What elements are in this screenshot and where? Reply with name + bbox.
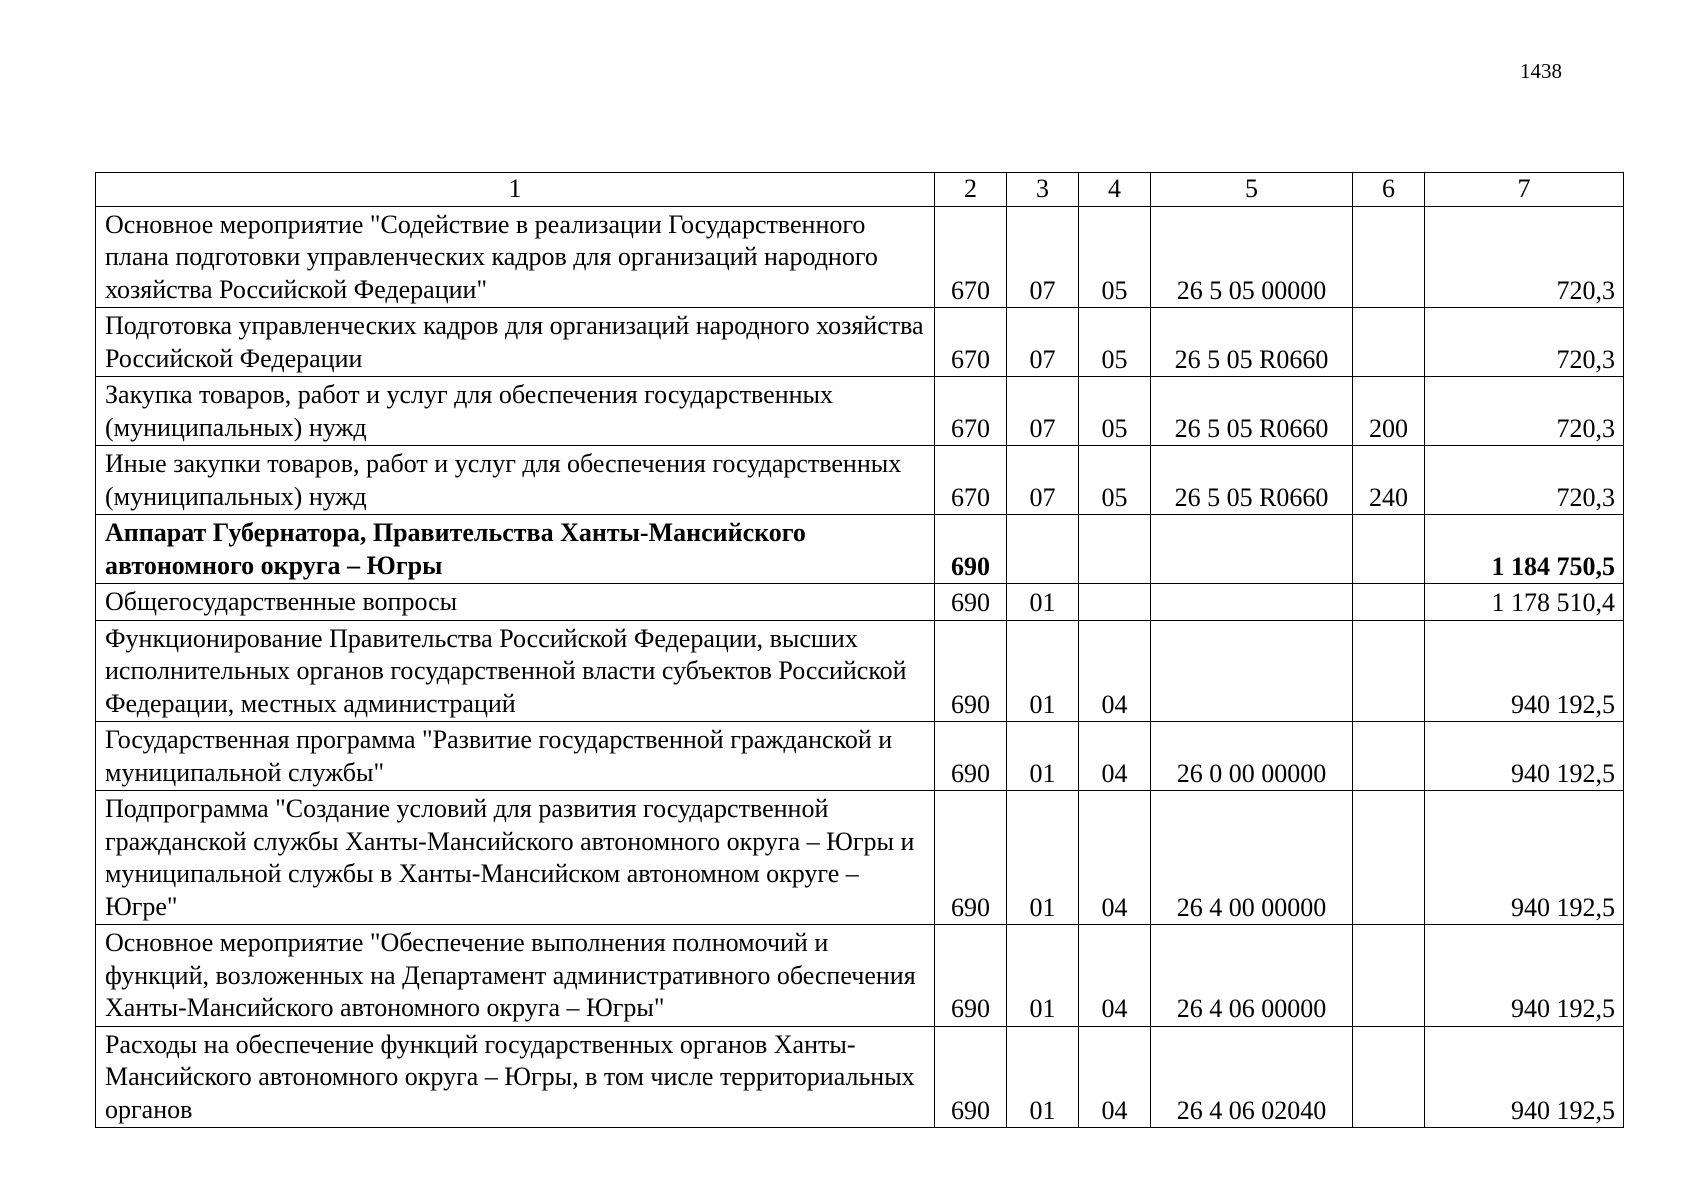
row-section-code: 01 (1007, 1026, 1079, 1128)
row-section-code: 01 (1007, 584, 1079, 621)
table-row (96, 377, 1624, 446)
row-section-code: 01 (1007, 620, 1079, 722)
row-description: Подготовка управленческих кадров для организаций народного хозяйства Российской Федерации (96, 308, 935, 377)
row-amount: 720,3 (1425, 206, 1624, 308)
row-target-article (1151, 515, 1353, 584)
row-description: Государственная программа "Развитие государственной гражданской и муниципальной службы" (96, 722, 935, 791)
row-target-article: 26 4 06 00000 (1151, 925, 1353, 1027)
row-expense-type (1353, 1026, 1425, 1128)
row-target-article: 26 4 00 00000 (1151, 791, 1353, 925)
row-subsection-code: 04 (1079, 925, 1151, 1027)
row-section-code: 01 (1007, 791, 1079, 925)
row-ministry-code: 690 (935, 722, 1007, 791)
row-expense-type: 200 (1353, 377, 1425, 446)
row-description: Закупка товаров, работ и услуг для обеспечения государственных (муниципальных) нужд (96, 377, 935, 446)
row-expense-type (1353, 925, 1425, 1027)
row-expense-type (1353, 722, 1425, 791)
table-row (96, 515, 1624, 584)
header-col-1: 1 (96, 173, 935, 207)
row-amount: 940 192,5 (1425, 1026, 1624, 1128)
row-subsection-code: 04 (1079, 620, 1151, 722)
page-number: 1438 (1520, 59, 1562, 83)
row-expense-type: 240 (1353, 446, 1425, 515)
row-ministry-code: 690 (935, 925, 1007, 1027)
row-amount: 940 192,5 (1425, 620, 1624, 722)
row-target-article: 26 5 05 R0660 (1151, 446, 1353, 515)
row-ministry-code: 690 (935, 791, 1007, 925)
header-col-3: 3 (1007, 173, 1079, 207)
header-col-7: 7 (1425, 173, 1624, 207)
row-expense-type (1353, 308, 1425, 377)
row-description: Основное мероприятие "Содействие в реализации Государственного плана подготовки управленческих кадров для организаций народного хозяйства Российской Федерации" (96, 206, 935, 308)
row-ministry-code: 670 (935, 308, 1007, 377)
table-header-row (96, 173, 1624, 207)
row-description: Основное мероприятие "Обеспечение выполнения полномочий и функций, возложенных на Департамент административного обеспечения Ханты-Мансийского автономного округа – Югры" (96, 925, 935, 1027)
row-target-article: 26 5 05 00000 (1151, 206, 1353, 308)
table-row (96, 584, 1624, 621)
table-row (96, 925, 1624, 1027)
row-section-code: 01 (1007, 925, 1079, 1027)
row-section-code: 07 (1007, 206, 1079, 308)
header-col-2: 2 (935, 173, 1007, 207)
row-description: Аппарат Губернатора, Правительства Ханты-Мансийского автономного округа – Югры (96, 515, 935, 584)
row-subsection-code: 04 (1079, 1026, 1151, 1128)
row-subsection-code: 05 (1079, 308, 1151, 377)
table-row (96, 308, 1624, 377)
table-row (96, 620, 1624, 722)
row-subsection-code: 05 (1079, 446, 1151, 515)
row-target-article (1151, 584, 1353, 621)
row-amount: 720,3 (1425, 308, 1624, 377)
table-row (96, 206, 1624, 308)
row-ministry-code: 670 (935, 446, 1007, 515)
row-amount: 940 192,5 (1425, 925, 1624, 1027)
row-amount: 720,3 (1425, 446, 1624, 515)
row-target-article: 26 4 06 02040 (1151, 1026, 1353, 1128)
table-row (96, 1026, 1624, 1128)
row-subsection-code (1079, 584, 1151, 621)
row-description: Расходы на обеспечение функций государственных органов Ханты-Мансийского автономного округа – Югры, в том числе территориальных органов (96, 1026, 935, 1128)
row-amount: 940 192,5 (1425, 791, 1624, 925)
row-section-code: 07 (1007, 377, 1079, 446)
row-section-code (1007, 515, 1079, 584)
row-target-article: 26 5 05 R0660 (1151, 377, 1353, 446)
row-ministry-code: 670 (935, 377, 1007, 446)
header-col-6: 6 (1353, 173, 1425, 207)
row-description: Подпрограмма "Создание условий для развития государственной гражданской службы Ханты-Мансийского автономного округа – Югры и муниципальной службы в Ханты-Мансийском автономном округе – Югре" (96, 791, 935, 925)
row-section-code: 07 (1007, 446, 1079, 515)
row-target-article (1151, 620, 1353, 722)
row-ministry-code: 670 (935, 206, 1007, 308)
row-subsection-code: 05 (1079, 206, 1151, 308)
row-description: Иные закупки товаров, работ и услуг для обеспечения государственных (муниципальных) нужд (96, 446, 935, 515)
row-target-article: 26 0 00 00000 (1151, 722, 1353, 791)
table-row (96, 446, 1624, 515)
row-ministry-code: 690 (935, 1026, 1007, 1128)
table-row (96, 791, 1624, 925)
header-col-4: 4 (1079, 173, 1151, 207)
row-target-article: 26 5 05 R0660 (1151, 308, 1353, 377)
row-expense-type (1353, 206, 1425, 308)
row-section-code: 01 (1007, 722, 1079, 791)
row-amount: 1 184 750,5 (1425, 515, 1624, 584)
budget-table (95, 172, 1624, 1128)
row-amount: 940 192,5 (1425, 722, 1624, 791)
row-expense-type (1353, 791, 1425, 925)
row-expense-type (1353, 620, 1425, 722)
row-subsection-code: 04 (1079, 791, 1151, 925)
row-expense-type (1353, 515, 1425, 584)
row-description: Функционирование Правительства Российской Федерации, высших исполнительных органов государственной власти субъектов Российской Федерации, местных администраций (96, 620, 935, 722)
row-subsection-code: 04 (1079, 722, 1151, 791)
row-ministry-code: 690 (935, 515, 1007, 584)
row-description: Общегосударственные вопросы (96, 584, 935, 621)
row-subsection-code (1079, 515, 1151, 584)
row-ministry-code: 690 (935, 620, 1007, 722)
table-row (96, 722, 1624, 791)
row-subsection-code: 05 (1079, 377, 1151, 446)
row-amount: 720,3 (1425, 377, 1624, 446)
row-expense-type (1353, 584, 1425, 621)
header-col-5: 5 (1151, 173, 1353, 207)
row-section-code: 07 (1007, 308, 1079, 377)
row-ministry-code: 690 (935, 584, 1007, 621)
row-amount: 1 178 510,4 (1425, 584, 1624, 621)
